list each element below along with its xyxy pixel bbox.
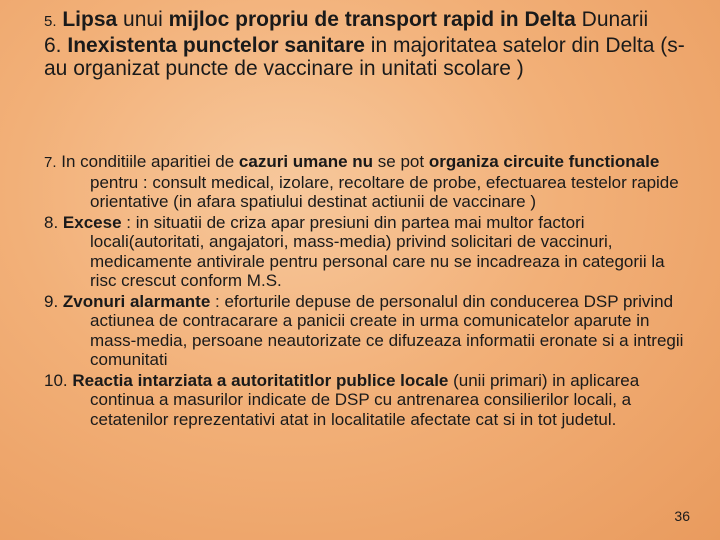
item-8 — [44, 213, 684, 291]
item-10 — [44, 371, 684, 430]
large-text-block — [44, 8, 694, 81]
item-bold: Excese — [62, 212, 122, 232]
item-number: 7. — [44, 154, 57, 171]
item-bold: Reactia intarziata a autoritatitlor publice locale — [72, 370, 449, 390]
item-text: : eforturile depuse de personalul din conducerea DSP privind actiunea de contracarare a panicii create in urma comunicatelor aparute in mass-media, persoane neautorizate ce difuzeaza informatii eronate si a intregii comunitati — [90, 291, 684, 369]
item-bold: Zvonuri alarmante — [62, 291, 211, 311]
item-text: In conditiile aparitiei de — [56, 152, 239, 171]
page-number: 36 — [674, 508, 690, 524]
item-text: unui — [117, 8, 169, 31]
item-7 — [44, 152, 684, 212]
item-bold: Lipsa — [62, 8, 118, 31]
item-bold: Inexistenta punctelor sanitare — [67, 33, 365, 57]
item-text: Dunarii — [575, 8, 649, 31]
item-number: 5. — [44, 13, 57, 30]
item-text: se pot — [373, 152, 429, 171]
item-9 — [44, 292, 684, 370]
item-bold: organiza circuite functionale — [428, 152, 660, 171]
item-6 — [44, 34, 694, 81]
item-number: 10. — [44, 370, 68, 390]
item-number: 6. — [44, 33, 62, 57]
item-text: pentru : consult medical, izolare, recoltare de probe, efectuarea testelor rapide orientative (in afara spatiului destinat actiunii de vaccinare ) — [90, 172, 679, 211]
item-number: 8. — [44, 212, 59, 232]
item-bold: mijloc propriu de transport rapid in Delta — [168, 8, 576, 31]
item-text: : in situatii de criza apar presiuni din partea mai multor factori locali(autoritati, angajatori, mass-media) privind solicitari de vaccinuri, medicamente antivirale pentru personal care nu se incadreaza in categorii la risc crescut conform M.S. — [90, 212, 665, 290]
item-bold: cazuri umane nu — [238, 152, 374, 171]
item-5 — [44, 8, 694, 34]
item-number: 9. — [44, 291, 59, 311]
small-text-block — [44, 152, 684, 430]
item-text: in majoritatea satelor din Delta (s-au organizat puncte de vaccinare in unitati scolare ) — [44, 33, 685, 80]
item-text: (unii primari) in aplicarea continua a masurilor indicate de DSP cu antrenarea consilierilor locali, a cetatenilor reprezentativi atat in localitatile afectate cat si in tot judetul. — [90, 370, 640, 429]
